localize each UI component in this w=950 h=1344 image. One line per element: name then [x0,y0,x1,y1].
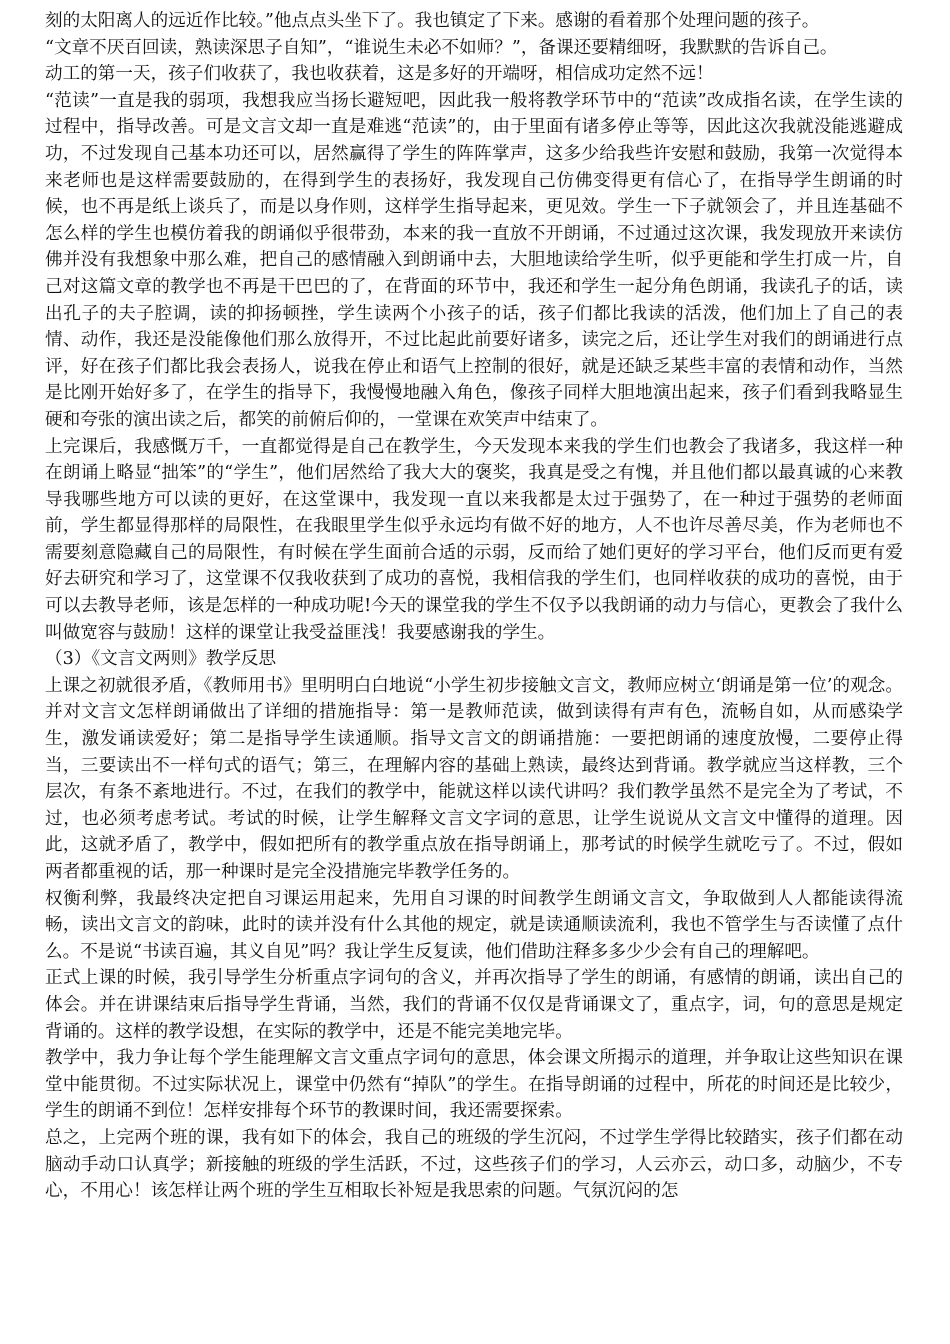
paragraph: 动工的第一天，孩子们收获了，我也收获着，这是多好的开端呀，相信成功定然不远！ [45,64,714,85]
paragraph: 刻的太阳离人的远近作比较。”他点点头坐下了。我也镇定了下来。感谢的看着那个处理问题的孩子。 [45,11,820,31]
paragraph: 上课之初就很矛盾，《教师用书》里明明白白地说“小学生初步接触文言文，教师应树立‘朗诵是第一位’的观念。并对文言文怎样朗诵做出了详细的措施指导：第一是教师范读，做到读得有声有色，流畅自如，从而感染学生，激发诵读爱好；第二是指导学生读通顺。指导文言文的朗诵措施：一要把朗诵的速度放慢，二要停止得当，三要读出不一样句式的语气；第三，在理解内容的基础上熟读，最终达到背诵。教学就应当这样教，三个层次，有条不紊地进行。不过，在我们的教学中，能就这样以读代讲吗？我们教学虽然不是完全为了考试，不过，也必须考虑考试。考试的时候，让学生解释文言文字词的意思，让学生说说从文言文中懂得的道理。因此，这就矛盾了，教学中，假如把所有的教学重点放在指导朗诵上，那考试的时候学生就吃亏了。不过，假如两者都重视的话，那一种课时是完全没措施完毕教学任务的。 [45,675,903,882]
document-page [45,0,903,1205]
paragraph: “文章不厌百回读，熟读深思子自知”，“谁说生未必不如师？”，备课还要精细呀，我默默的告诉自己。 [45,37,838,58]
paragraph: 教学中，我力争让每个学生能理解文言文重点字词句的意思，体会课文所揭示的道理，并争取让这些知识在课堂中能贯彻。不过实际状况上，课堂中仍然有“掉队”的学生。在指导朗诵的过程中，所花的时间还是比较少，学生的朗诵不到位！怎样安排每个环节的教课时间，我还需要探索。 [45,1048,903,1122]
paragraph: 总之，上完两个班的课，我有如下的体会，我自己的班级的学生沉闷，不过学生学得比较踏实，孩子们都在动脑动手动口认真学；新接触的班级的学生活跃，不过，这些孩子们的学习，人云亦云，动口多，动脑少，不专心，不用心！该怎样让两个班的学生互相取长补短是我思索的问题。气氛沉闷的怎 [45,1127,903,1202]
paragraph: 正式上课的时候，我引导学生分析重点字词句的含义，并再次指导了学生的朗诵，有感情的朗诵，读出自己的体会。并在讲课结束后指导学生背诵，当然，我们的背诵不仅仅是背诵课文了，重点字，词，句的意思是规定背诵的。这样的教学设想，在实际的教学中，还是不能完美地完毕。 [45,968,903,1042]
paragraph: 上完课后，我感慨万千，一直都觉得是自己在教学生，今天发现本来我的学生们也教会了我诸多，我这样一种在朗诵上略显“拙笨”的“学生”，他们居然给了我大大的褒奖，我真是受之有愧，并且他们都以最真诚的心来教导我哪些地方可以读的更好，在这堂课中，我发现一直以来我都是太过于强势了，在一种过于强势的老师面前，学生都显得那样的局限性，在我眼里学生似乎永远均有做不好的地方，人不也许尽善尽美，作为老师也不需要刻意隐藏自己的局限性，有时候在学生面前合适的示弱，反而给了她们更好的学习平台，他们反而更有爱好去研究和学习了，这堂课不仅我收获到了成功的喜悦，我相信我的学生们，也同样收获的成功的喜悦，由于可以去教导老师，该是怎样的一种成功呢!今天的课堂我的学生不仅予以我朗诵的动力与信心，更教会了我什么叫做宽容与鼓励！这样的课堂让我受益匪浅！我要感谢我的学生。 [45,436,903,643]
paragraph: “范读”一直是我的弱项，我想我应当扬长避短吧，因此我一般将教学环节中的“范读”改成指名读，在学生读的过程中，指导改善。可是文言文却一直是难逃“范读”的，由于里面有诸多停止等等，因此这次我就没能逃避成功，不过发现自己基本功还可以，居然赢得了学生的阵阵掌声，这多少给我些许安慰和鼓励，我第一次觉得本来老师也是这样需要鼓励的，在得到学生的表扬好，我发现自己仿佛变得更有信心了，在指导学生朗诵的时候，也不再是纸上谈兵了，而是以身作则，这样学生指导起来，更见效。学生一下子就领会了，并且连基础不怎么样的学生也模仿着我的朗诵似乎很带劲，本来的我一直放不开朗诵，不过通过这次课，我发现放开来读仿佛并没有我想象中那么难，把自己的感情融入到朗诵中去，大胆地读给学生听，似乎更能和学生打成一片，自己对这篇文章的教学也不再是干巴巴的了，在背面的环节中，我还和学生一起分角色朗诵，我读孔子的话，读出孔子的夫子腔调，读的抑扬顿挫，学生读两个小孩子的话，孩子们都比我读的活泼，他们加上了自己的表情、动作，我还是没能像他们那么放得开，不过比起此前要好诸多，读完之后，还让学生对我们的朗诵进行点评，好在孩子们都比我会表扬人，说我在停止和语气上控制的很好，就是还缺乏某些丰富的表情和动作，当然是比刚开始好多了，在学生的指导下，我慢慢地融入角色，像孩子同样大胆地演出起来，孩子们看到我略显生硬和夸张的演出读之后，都笑的前俯后仰的，一堂课在欢笑声中结束了。 [45,90,903,430]
paragraph: 权衡利弊，我最终决定把自习课运用起来，先用自习课的时间教学生朗诵文言文，争取做到人人都能读得流畅，读出文言文的韵味，此时的读并没有什么其他的规定，就是读通顺读流利，我也不管学生与否读懂了点什么。不是说“书读百遍，其义自见”吗？我让学生反复读，他们借助注释多多少少会有自己的理解吧。 [45,888,903,962]
section-heading: （3）《文言文两则》教学反思 [45,649,277,670]
